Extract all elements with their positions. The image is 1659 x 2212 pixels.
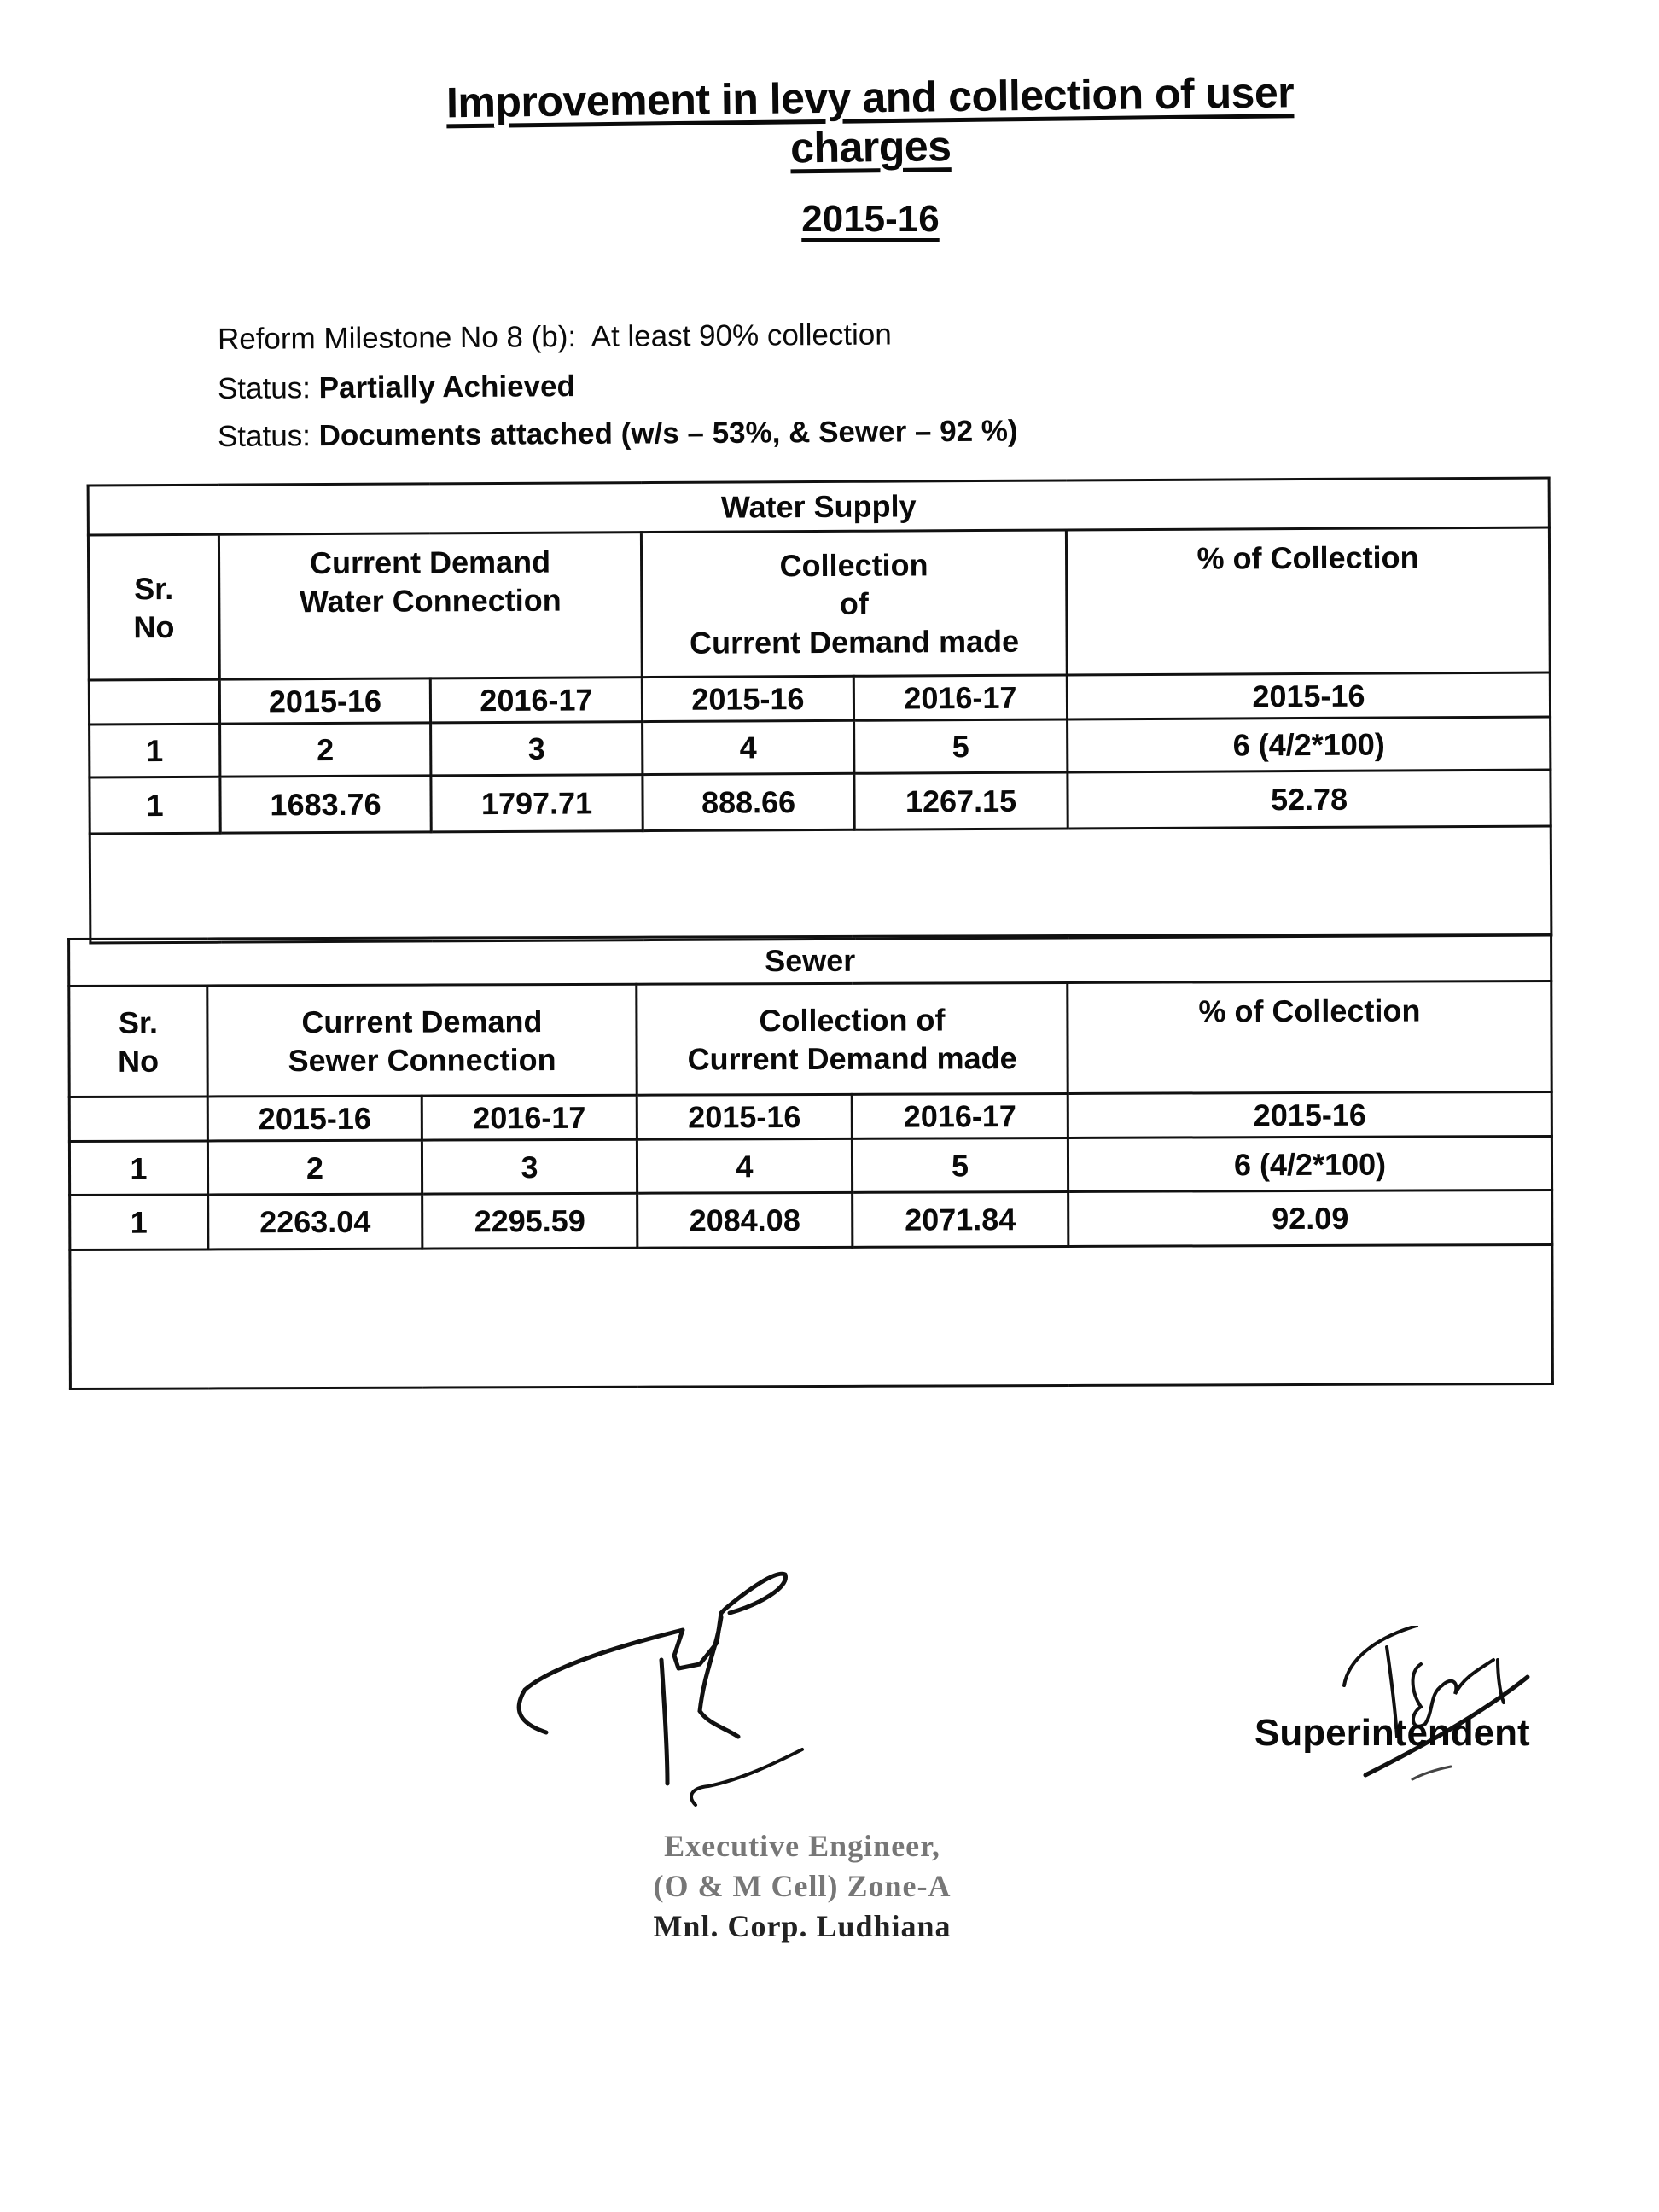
cell-percent: 92.09 <box>1068 1190 1552 1246</box>
document-title: Improvement in levy and collection of user charges <box>445 68 1295 172</box>
cell-demand-2016-17: 1797.71 <box>431 775 643 832</box>
year-cell: 2015-16 <box>207 1096 422 1141</box>
header-sr-no <box>88 534 219 680</box>
index-cell: 3 <box>431 722 643 776</box>
year-cell: 2016-17 <box>853 675 1067 720</box>
section-title: Sewer <box>69 934 1551 986</box>
cell-demand-2015-16: 2263.04 <box>208 1194 422 1249</box>
column-index-row <box>90 717 1551 777</box>
table-row <box>70 1190 1552 1249</box>
table-header-row <box>69 981 1551 1097</box>
sewer-table <box>67 933 1554 1390</box>
header-collection <box>637 982 1068 1095</box>
empty-cell <box>90 826 1551 943</box>
cell-demand-2015-16: 1683.76 <box>220 776 431 833</box>
index-cell: 6 (4/2*100) <box>1068 1136 1551 1191</box>
header-collection-line2: Current Demand made <box>687 1039 1017 1077</box>
year-cell: 2015-16 <box>1067 672 1550 719</box>
superintendent-label: Superintendent <box>1254 1712 1530 1754</box>
header-percent: % of Collection <box>1066 527 1550 675</box>
stamp-line-3: Mnl. Corp. Ludhiana <box>653 1908 952 1943</box>
empty-cell <box>70 1244 1553 1388</box>
status-label: Status: <box>217 371 311 405</box>
stamp-line-1: Executive Engineer, <box>664 1829 940 1863</box>
header-sr-no <box>69 986 207 1097</box>
header-demand-line1: Current Demand <box>301 1003 543 1039</box>
index-cell: 4 <box>637 1138 852 1193</box>
table-row <box>90 770 1551 834</box>
year-cell: 2015-16 <box>637 1094 852 1139</box>
status-value: Partially Achieved <box>318 370 576 405</box>
index-cell: 2 <box>207 1140 422 1195</box>
empty-row <box>90 826 1551 943</box>
executive-engineer-signature <box>504 1570 862 1826</box>
index-cell: 6 (4/2*100) <box>1068 717 1551 772</box>
status-line-1 <box>218 370 575 406</box>
year-cell: 2015-16 <box>642 676 853 721</box>
year-cell: 2016-17 <box>422 1095 637 1140</box>
cell-collection-2016-17: 1267.15 <box>854 772 1068 830</box>
header-sr: Sr. <box>118 1004 159 1040</box>
document-year: 2015-16 <box>801 198 940 240</box>
status-value: Documents attached (w/s – 53%, & Sewer – 92 %) <box>318 414 1018 453</box>
water-supply-table <box>87 477 1553 945</box>
empty-row <box>70 1244 1553 1388</box>
status-label: Status: <box>217 419 311 453</box>
index-cell: 1 <box>90 724 220 777</box>
index-cell: 5 <box>854 719 1068 773</box>
section-title: Water Supply <box>88 478 1549 535</box>
table-title-row <box>69 934 1551 986</box>
header-collection-line1: Collection of <box>759 1001 946 1038</box>
superintendent-signature <box>1314 1626 1587 1796</box>
milestone-value: At least 90% collection <box>591 317 892 353</box>
status-line-2 <box>218 414 1018 454</box>
header-demand-line2: Water Connection <box>299 582 562 620</box>
header-collection-line3: Current Demand made <box>689 623 1020 661</box>
index-cell: 1 <box>69 1141 207 1196</box>
index-cell: 4 <box>643 720 854 774</box>
year-cell: 2016-17 <box>430 678 642 723</box>
cell-collection-2015-16: 2084.08 <box>637 1192 853 1248</box>
header-no: No <box>133 608 175 644</box>
header-sr: Sr. <box>134 570 174 606</box>
year-cell-empty <box>89 679 219 725</box>
official-stamp <box>563 1826 1041 1946</box>
header-demand-line2: Sewer Connection <box>288 1041 556 1078</box>
years-row <box>89 672 1550 725</box>
header-collection-line2: of <box>839 585 869 621</box>
year-cell: 2015-16 <box>1068 1091 1551 1138</box>
milestone-label: Reform Milestone No 8 (b): <box>217 320 577 356</box>
year-cell-empty <box>69 1097 207 1142</box>
index-cell: 5 <box>852 1138 1068 1192</box>
table-header-row <box>88 527 1550 680</box>
cell-sr-no: 1 <box>90 777 220 834</box>
header-percent: % of Collection <box>1068 981 1551 1093</box>
year-cell: 2015-16 <box>219 678 430 724</box>
header-collection <box>641 530 1067 678</box>
header-current-demand <box>218 533 642 680</box>
year-cell: 2016-17 <box>852 1093 1068 1138</box>
header-collection-line1: Collection <box>779 547 928 584</box>
table-title-row <box>88 478 1549 535</box>
column-index-row <box>69 1136 1551 1195</box>
header-no: No <box>118 1043 160 1079</box>
header-demand-line1: Current Demand <box>309 544 551 581</box>
years-row <box>69 1091 1551 1141</box>
index-cell: 3 <box>422 1139 637 1194</box>
index-cell: 2 <box>220 723 431 777</box>
cell-sr-no: 1 <box>70 1195 208 1250</box>
cell-collection-2016-17: 2071.84 <box>853 1191 1068 1247</box>
milestone-line <box>218 317 892 357</box>
cell-percent: 52.78 <box>1068 770 1551 829</box>
cell-collection-2015-16: 888.66 <box>643 773 854 830</box>
stamp-line-2: (O & M Cell) Zone-A <box>653 1868 952 1903</box>
cell-demand-2016-17: 2295.59 <box>422 1193 637 1249</box>
header-current-demand <box>207 984 637 1097</box>
